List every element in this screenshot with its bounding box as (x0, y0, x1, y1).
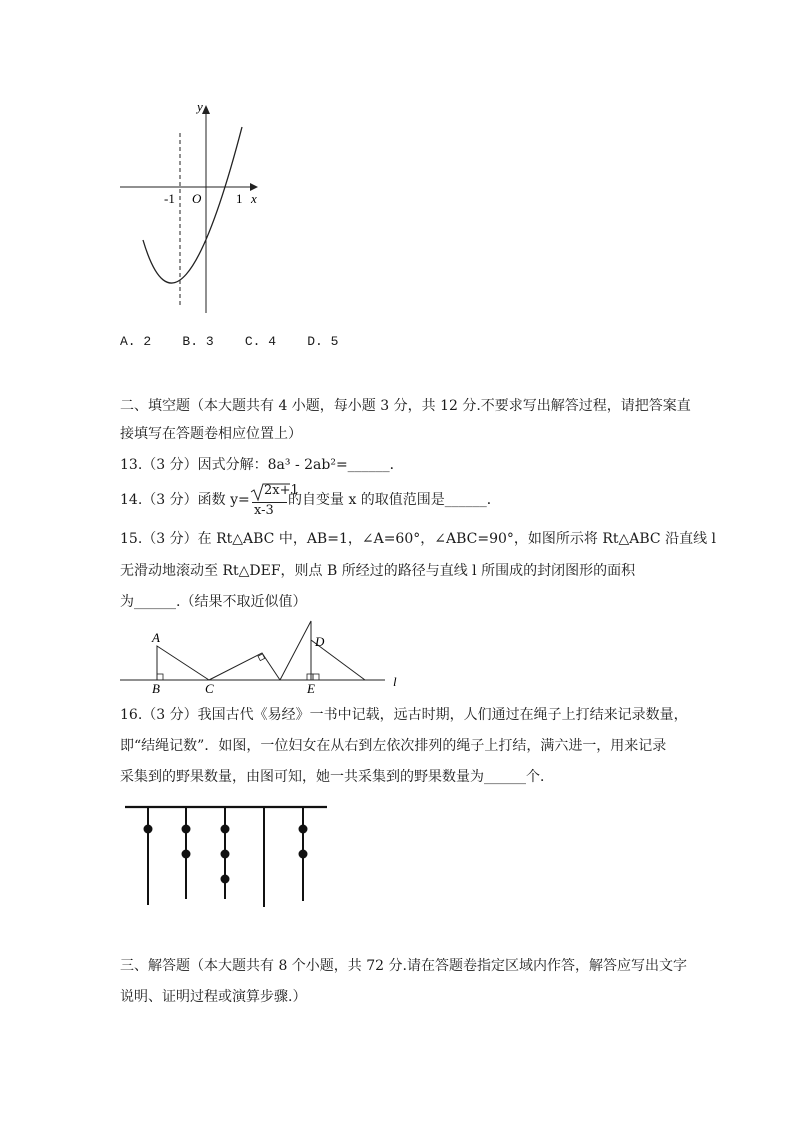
q15-line1: 15.（3 分）在 Rt△ABC 中，AB=1，∠A=60°，∠ABC=90°，如图所示将 Rt△ABC 沿直线 l (120, 531, 717, 547)
q16-line2: 即“结绳记数”．如图，一位妇女在从右到左依次排列的绳子上打结，满六进一，用来记录 (120, 738, 667, 754)
knot-1-1 (144, 825, 153, 834)
section3-heading-line2: 说明、证明过程或演算步骤.） (120, 989, 307, 1005)
q14-denominator: x-3 (254, 503, 274, 518)
point-label-a: A (152, 630, 160, 645)
knot-2-1 (182, 825, 191, 834)
y-axis-label: y (197, 99, 203, 114)
point-label-c: C (205, 681, 214, 696)
section3-heading-line1: 三、解答题（本大题共有 8 个小题，共 72 分.请在答题卷指定区域内作答，解答应写出文字 (120, 958, 687, 974)
q15-rolling-triangle-figure (115, 618, 415, 698)
q13-text: 13.（3 分）因式分解：8a³ - 2ab²=______． (120, 457, 404, 473)
q14-prefix: 14.（3 分）函数 y= (120, 492, 250, 508)
knot-3-3 (221, 875, 230, 884)
q16-line1: 16.（3 分）我国古代《易经》一书中记载，远古时期，人们通过在绳子上打结来记录数量， (120, 707, 688, 723)
q12-parabola-graph (110, 95, 280, 320)
tick-label-1: 1 (236, 191, 243, 206)
tick-label-neg1: -1 (164, 191, 175, 206)
q16-knot-cord-figure (120, 800, 335, 910)
q15-line2: 无滑动地滚动至 Rt△DEF，则点 B 所经过的路径与直线 l 所围成的封闭图形的面积 (120, 563, 636, 579)
point-label-e: E (307, 681, 315, 696)
knot-3-2 (221, 850, 230, 859)
q14-suffix: 的自变量 x 的取值范围是______． (288, 492, 501, 508)
knot-5-1 (299, 825, 308, 834)
point-label-d: D (315, 634, 325, 649)
origin-label: O (192, 191, 202, 206)
section2-heading-line2: 接填写在答题卷相应位置上） (120, 426, 302, 442)
point-label-b: B (152, 681, 160, 696)
q12-options: A. 2 B. 3 C. 4 D. 5 (120, 334, 339, 349)
knot-3-1 (221, 825, 230, 834)
q14-numerator: 2x+1 (264, 483, 299, 498)
knot-5-2 (299, 850, 308, 859)
q16-line3: 采集到的野果数量，由图可知，她一共采集到的野果数量为______个． (120, 769, 554, 785)
x-axis-label: x (251, 191, 257, 206)
section2-heading-line1: 二、填空题（本大题共有 4 小题，每小题 3 分，共 12 分.不要求写出解答过程，请把答案直 (120, 398, 691, 414)
knot-2-2 (182, 850, 191, 859)
line-label-l: l (393, 674, 397, 689)
q15-line3: 为______.（结果不取近似值） (120, 594, 307, 610)
